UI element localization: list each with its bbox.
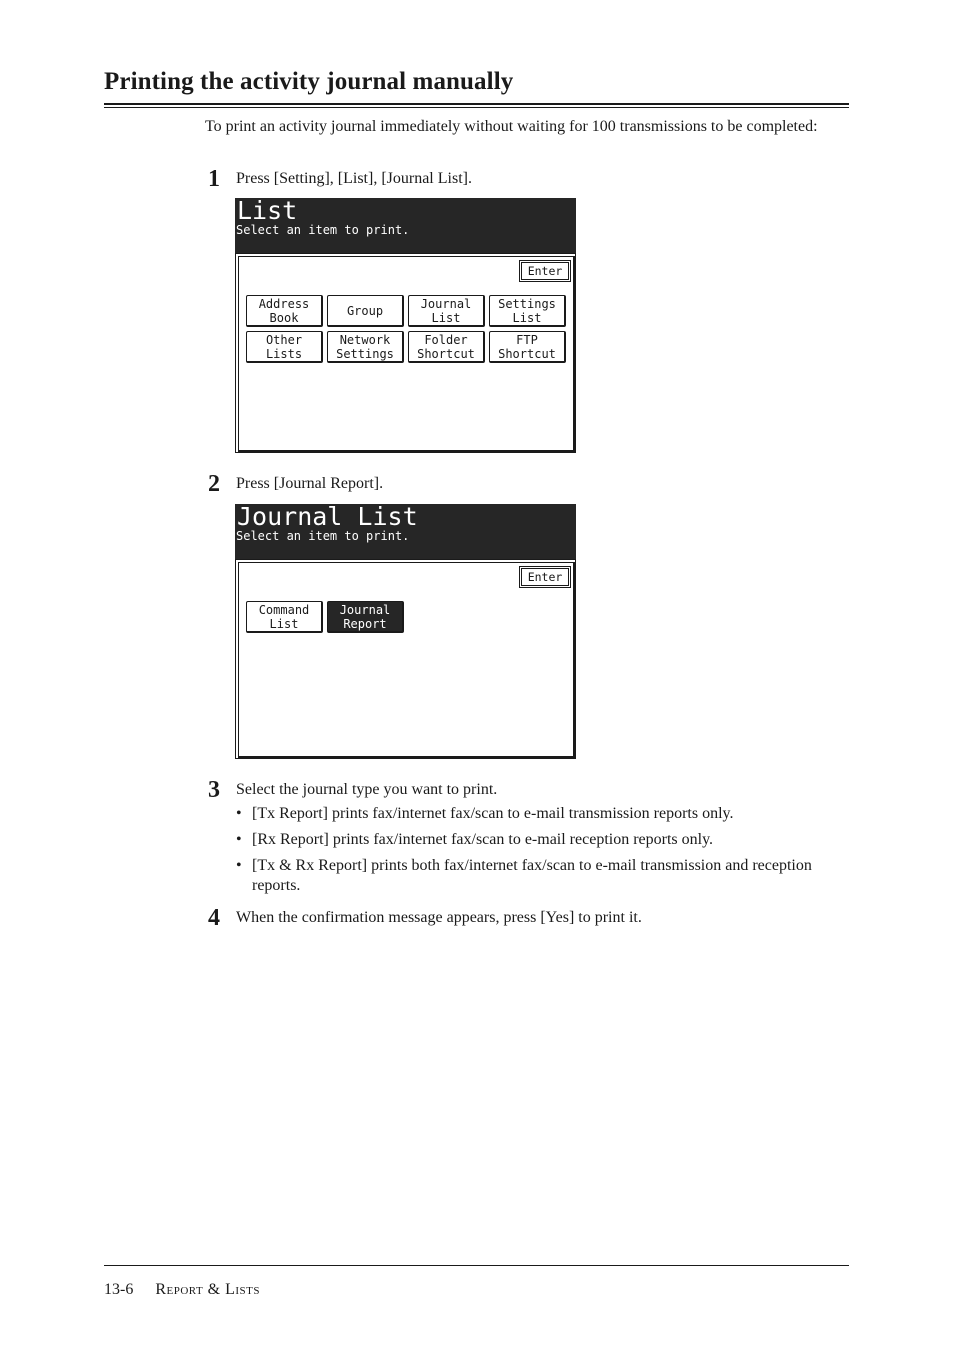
enter-button[interactable]: Enter <box>519 566 571 588</box>
list-screen <box>235 198 576 453</box>
ftp-shortcut-button[interactable]: FTP Shortcut <box>489 331 566 363</box>
step-1-text: Press [Setting], [List], [Journal List]. <box>236 170 472 187</box>
journal-list-screen-header <box>235 504 576 559</box>
bullet-marker: • <box>236 857 242 874</box>
page-number: 13-6 <box>104 1281 134 1298</box>
list-screen-title: List <box>237 196 298 225</box>
command-list-button[interactable]: Command List <box>246 601 323 633</box>
network-settings-button[interactable]: Network Settings <box>327 331 404 363</box>
group-button[interactable]: Group <box>327 295 404 327</box>
list-screen-header <box>235 198 576 253</box>
enter-button[interactable]: Enter <box>519 260 571 282</box>
journal-list-screen-frame <box>238 562 575 758</box>
section-name: Report & Lists <box>155 1281 261 1298</box>
bullet-rx-report: [Rx Report] prints fax/internet fax/scan to e-mail reception reports only. <box>252 831 714 848</box>
heading-rule-thin <box>104 107 849 108</box>
folder-shortcut-button[interactable]: Folder Shortcut <box>408 331 485 363</box>
list-screen-body <box>235 253 576 453</box>
journal-list-screen-title: Journal List <box>237 502 418 531</box>
bullet-marker: • <box>236 805 242 822</box>
footer-rule <box>104 1265 849 1266</box>
step-2-number: 2 <box>208 471 220 497</box>
list-screen-frame <box>238 256 575 452</box>
page-heading: Printing the activity journal manually <box>104 68 514 95</box>
journal-list-button[interactable]: Journal List <box>408 295 485 327</box>
address-book-button[interactable]: Address Book <box>246 295 323 327</box>
other-lists-button[interactable]: Other Lists <box>246 331 323 363</box>
journal-report-button[interactable]: Journal Report <box>327 601 404 633</box>
journal-list-screen-body <box>235 559 576 759</box>
intro-paragraph: To print an activity journal immediately without waiting for 100 transmissions to be completed: <box>205 118 818 135</box>
step-4-number: 4 <box>208 905 220 931</box>
step-3-number: 3 <box>208 777 220 803</box>
settings-list-button[interactable]: Settings List <box>489 295 566 327</box>
bullet-tx-rx-report: [Tx & Rx Report] prints both fax/internet fax/scan to e-mail transmission and reception reports. <box>252 857 812 894</box>
journal-list-screen-subtitle: Select an item to print. <box>236 529 410 543</box>
list-screen-subtitle: Select an item to print. <box>236 223 410 237</box>
bullet-marker: • <box>236 831 242 848</box>
step-2-text: Press [Journal Report]. <box>236 475 384 492</box>
journal-list-screen <box>235 504 576 759</box>
page-footer <box>104 1280 260 1300</box>
bullet-tx-report: [Tx Report] prints fax/internet fax/scan to e-mail transmission reports only. <box>252 805 734 822</box>
step-1-number: 1 <box>208 166 220 192</box>
heading-rule-thick <box>104 103 849 105</box>
step-4-text: When the confirmation message appears, press [Yes] to print it. <box>236 909 642 926</box>
step-3-text: Select the journal type you want to print. <box>236 781 498 798</box>
